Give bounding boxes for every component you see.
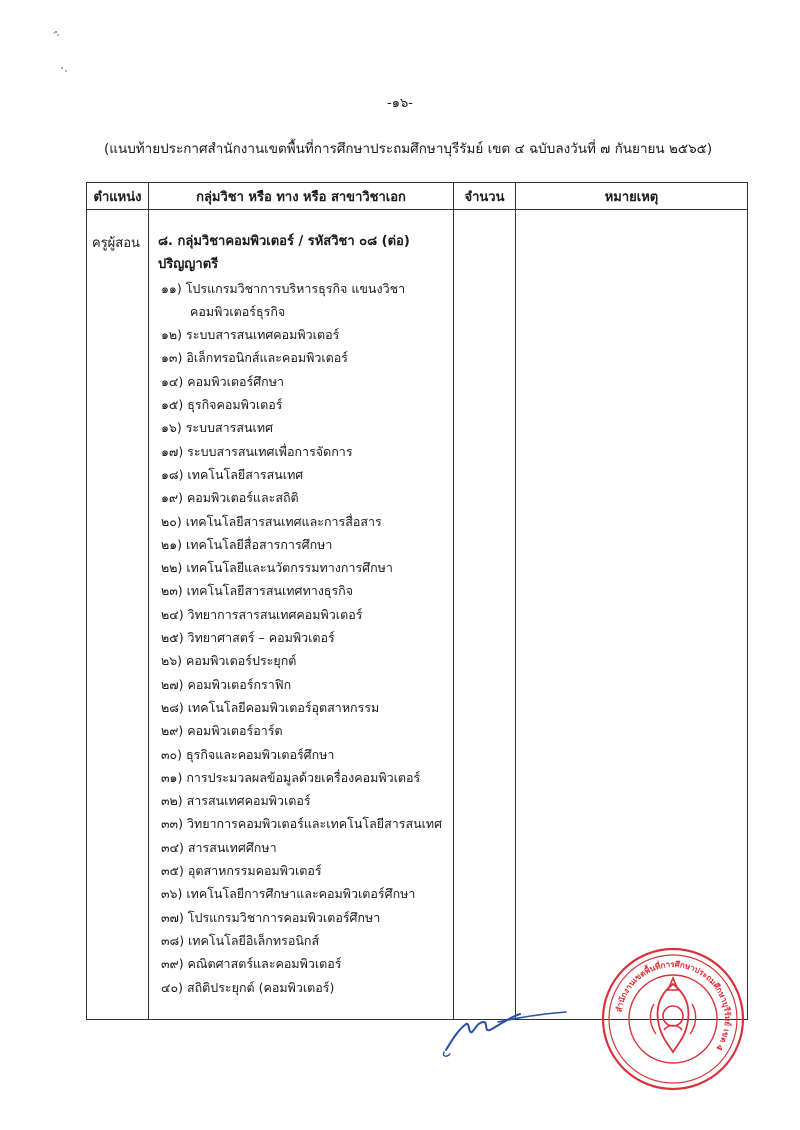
subject-list <box>149 210 453 999</box>
list-item: ๓๐) ธุรกิจและคอมพิวเตอร์ศึกษา <box>161 746 335 762</box>
list-item: ๑๕) ธุรกิจคอมพิวเตอร์ <box>161 397 283 413</box>
scan-speck-marks <box>52 28 72 78</box>
announcement-reference-note: (แนบท้ายประกาศสำนักงานเขตพื้นที่การศึกษาประถมศึกษาบุรีรัมย์ เขต ๔ ฉบับลงวันที่ ๗ กันยายน ๒๕๖๕) <box>104 141 713 157</box>
list-item: ๑๘) เทคโนโลยีสารสนเทศ <box>161 466 304 482</box>
list-item: ๓๑) การประมวลผลข้อมูลด้วยเครื่องคอมพิวเตอร์ <box>161 769 421 785</box>
list-item: ๑๒) ระบบสารสนเทศคอมพิวเตอร์ <box>161 327 340 343</box>
table-header-row <box>87 183 748 210</box>
list-item: ๒๒) เทคโนโลยีและนวัตกรรมทางการศึกษา <box>161 560 393 576</box>
list-item: ๓๓) วิทยาการคอมพิวเตอร์และเทคโนโลยีสารสนเทศ <box>161 816 443 832</box>
quantity-cell <box>454 210 516 1020</box>
list-item: ๓๗) โปรแกรมวิชาการคอมพิวเตอร์ศึกษา <box>161 909 381 925</box>
list-item: ๓๘) เทคโนโลยีอิเล็กทรอนิกส์ <box>161 932 320 948</box>
list-item: ๑๗) ระบบสารสนเทศเพื่อการจัดการ <box>161 443 353 459</box>
subject-cell <box>149 210 454 1020</box>
list-item: ๒๐) เทคโนโลยีสารสนเทศและการสื่อสาร <box>161 513 382 529</box>
positions-table <box>86 182 748 1020</box>
header-quantity: จำนวน <box>454 183 516 210</box>
list-item: ๑๖) ระบบสารสนเทศ <box>161 420 273 436</box>
list-item: ๔๐) สถิติประยุกต์ (คอมพิวเตอร์) <box>161 979 335 995</box>
header-position: ตำแหน่ง <box>87 183 149 210</box>
list-item: ๑๙) คอมพิวเตอร์และสถิติ <box>161 490 299 506</box>
position-cell <box>87 210 149 1020</box>
list-item: ๒๑) เทคโนโลยีสื่อสารการศึกษา <box>161 536 333 552</box>
list-item: ๒๖) คอมพิวเตอร์ประยุกต์ <box>161 653 297 669</box>
list-item-continuation: คอมพิวเตอร์ธุรกิจ <box>190 303 286 319</box>
table-row <box>87 210 748 1020</box>
degree-label: ปริญญาตรี <box>158 257 219 273</box>
list-item: ๒๓) เทคโนโลยีสารสนเทศทางธุรกิจ <box>161 583 354 599</box>
list-item: ๑๓) อิเล็กทรอนิกส์และคอมพิวเตอร์ <box>161 350 348 366</box>
page-number: -๑๖- <box>387 96 413 111</box>
list-item: ๒๘) เทคโนโลยีคอมพิวเตอร์อุตสาหกรรม <box>161 699 380 715</box>
list-item: ๒๙) คอมพิวเตอร์อาร์ต <box>161 723 283 739</box>
list-item: ๓๙) คณิตศาสตร์และคอมพิวเตอร์ <box>161 956 342 972</box>
position-value: ครูผู้สอน <box>92 236 140 251</box>
official-seal-icon <box>598 944 748 1094</box>
remark-cell <box>516 210 748 1020</box>
list-item: ๓๒) สารสนเทศคอมพิวเตอร์ <box>161 793 311 809</box>
list-item: ๓๔) สารสนเทศศึกษา <box>161 839 277 855</box>
subject-group-title: ๘. กลุ่มวิชาคอมพิวเตอร์ / รหัสวิชา ๐๘ (ต่อ) <box>158 234 410 249</box>
list-item: ๒๗) คอมพิวเตอร์กราฟิก <box>161 676 292 692</box>
list-item: ๓๖) เทคโนโลยีการศึกษาและคอมพิวเตอร์ศึกษา <box>161 886 416 902</box>
list-item: ๑๑) โปรแกรมวิชาการบริหารธุรกิจ แขนงวิชา <box>161 280 406 296</box>
header-subject-group: กลุ่มวิชา หรือ ทาง หรือ สาขาวิชาเอก <box>149 183 454 210</box>
signature-icon <box>438 1000 578 1060</box>
seal-text: สำนักงานเขตพื้นที่การศึกษาประถมศึกษาบุรีรัมย์ เขต 4 <box>614 959 733 1053</box>
list-item: ๓๕) อุตสาหกรรมคอมพิวเตอร์ <box>161 863 322 879</box>
list-item: ๑๔) คอมพิวเตอร์ศึกษา <box>161 373 284 389</box>
list-item: ๒๔) วิทยาการสารสนเทศคอมพิวเตอร์ <box>161 606 363 622</box>
header-remark: หมายเหตุ <box>516 183 748 210</box>
list-item: ๒๕) วิทยาศาสตร์ – คอมพิวเตอร์ <box>161 630 335 646</box>
